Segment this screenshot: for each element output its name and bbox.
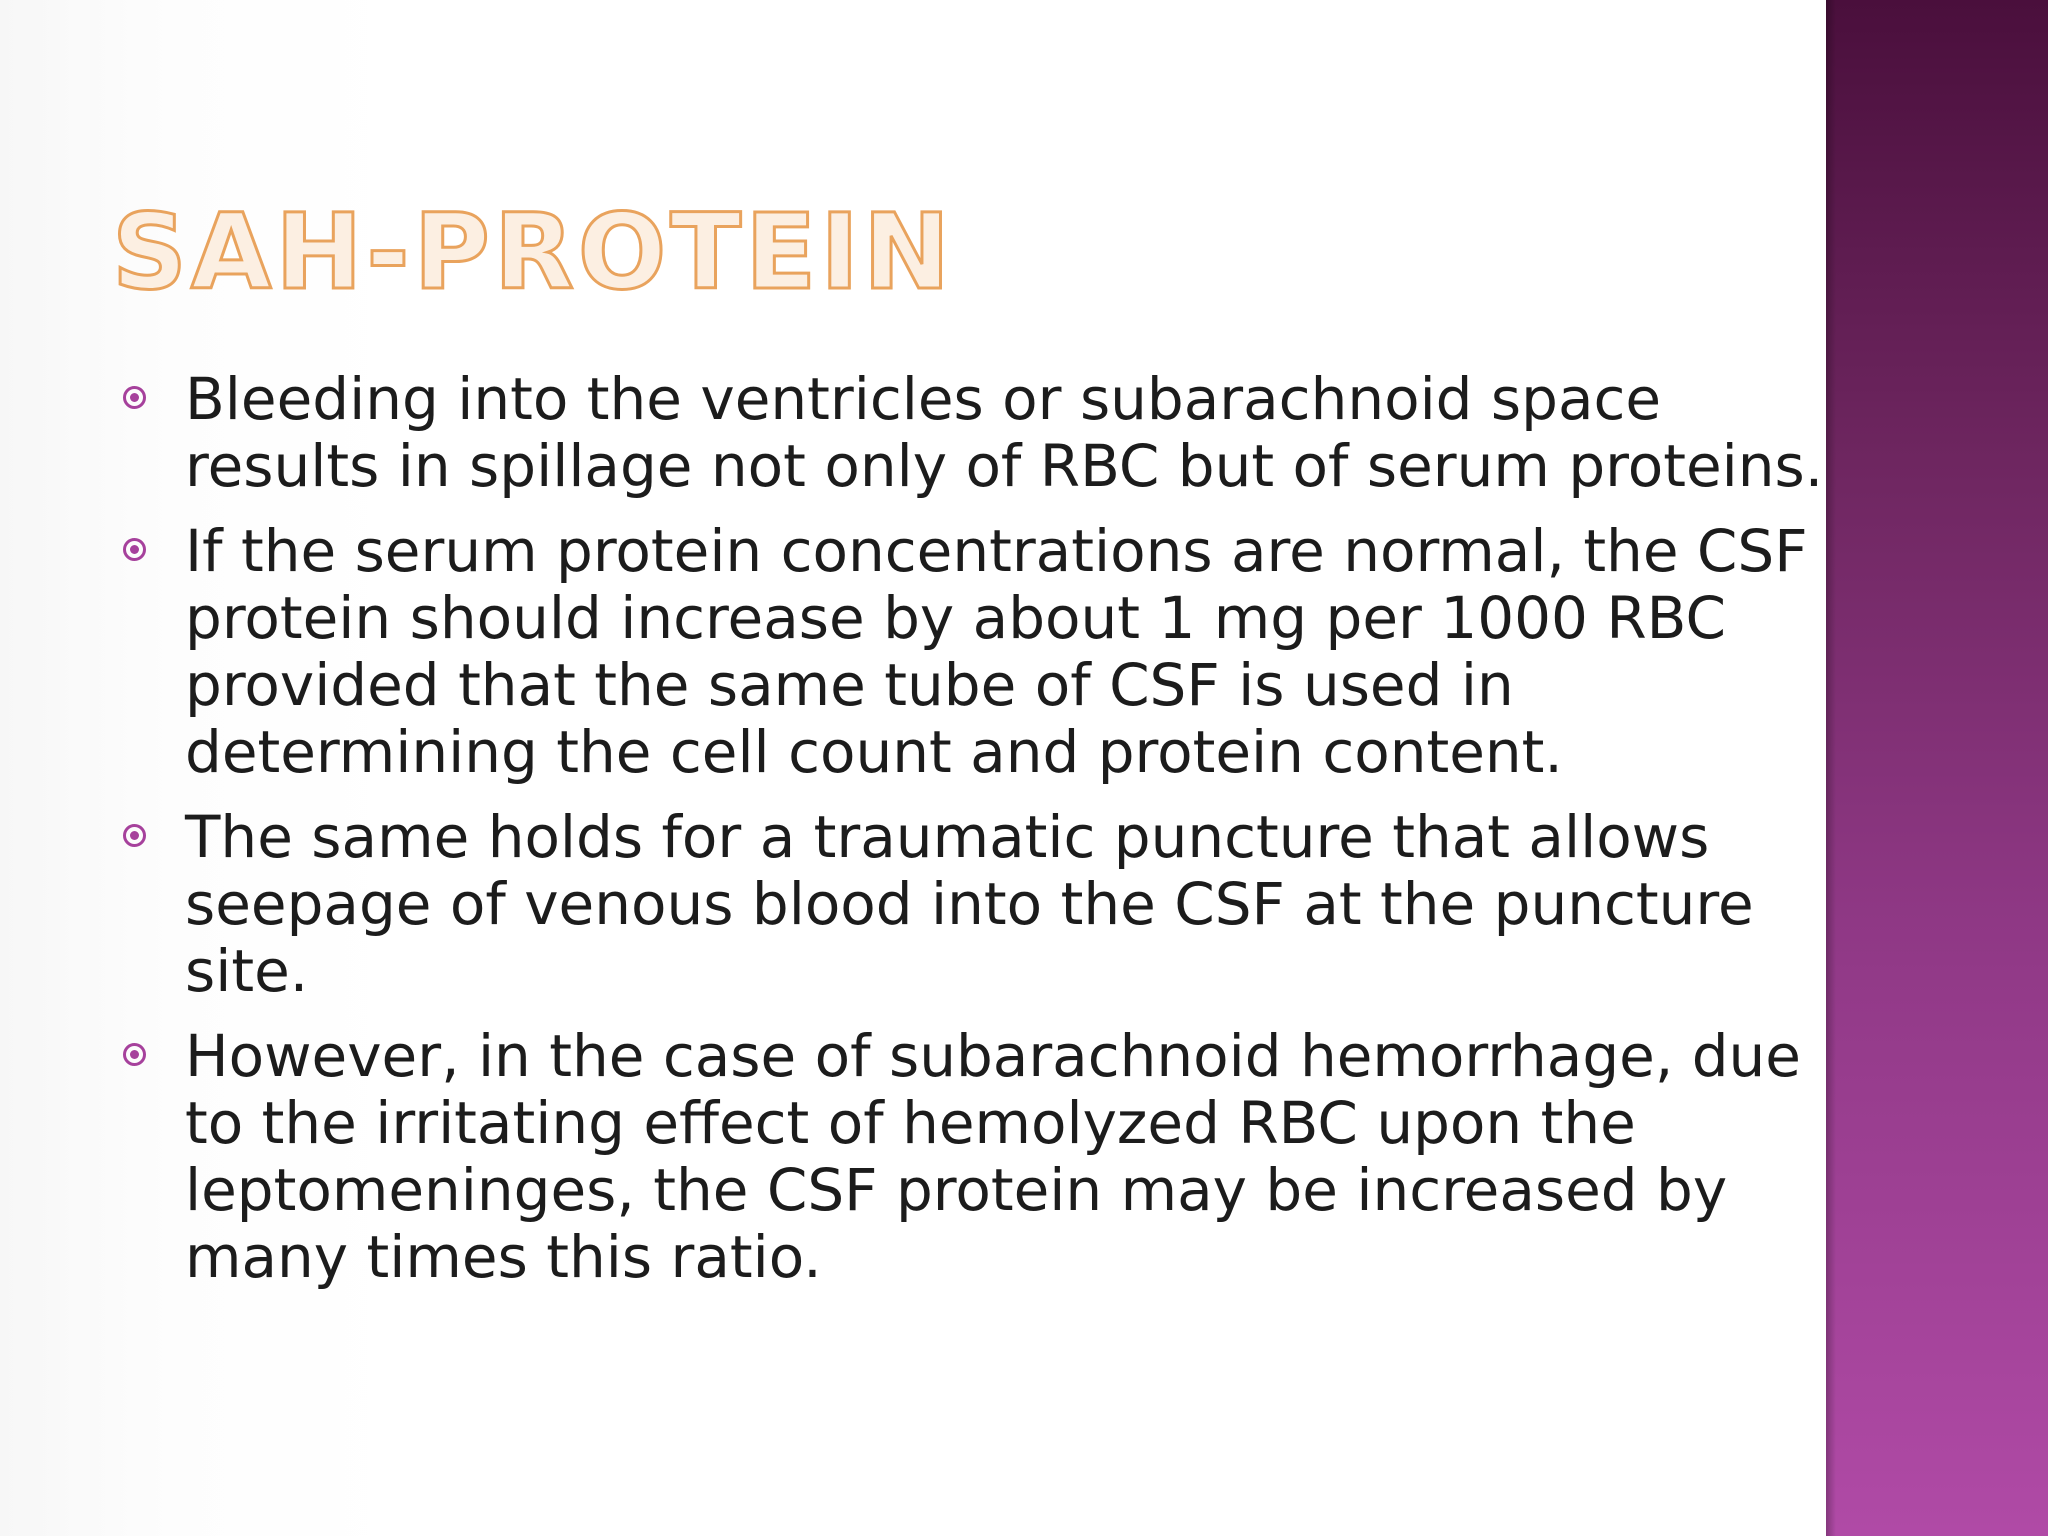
- decorative-side-band: [1826, 0, 2048, 1536]
- bullet-text: The same holds for a traumatic puncture that allows seepage of venous blood into the CSF at the puncture site.: [185, 803, 1754, 1005]
- list-item: [122, 518, 1835, 786]
- circled-dot-bullet-icon: [123, 386, 146, 409]
- bullet-text: However, in the case of subarachnoid hemorrhage, due to the irritating effect of hemolyzed RBC upon the leptomeninges, the CSF protein may be increased by many times this ratio.: [185, 1022, 1801, 1291]
- list-item: [122, 1023, 1835, 1291]
- circled-dot-bullet-icon: [123, 824, 146, 847]
- list-item: [122, 804, 1835, 1005]
- bullet-text: Bleeding into the ventricles or subarachnoid space results in spillage not only of RBC but of serum proteins.: [185, 365, 1824, 500]
- circled-dot-bullet-icon: [123, 1043, 146, 1066]
- circled-dot-bullet-icon: [123, 538, 146, 561]
- list-item: [122, 366, 1835, 500]
- slide-title: SAH-PROTEIN: [112, 191, 955, 313]
- bullet-text: If the serum protein concentrations are normal, the CSF protein should increase by about 1 mg per 1000 RBC provided that the same tube of CSF is used in determining the cell count and protein content.: [185, 517, 1808, 786]
- bullet-list: [122, 365, 1824, 1309]
